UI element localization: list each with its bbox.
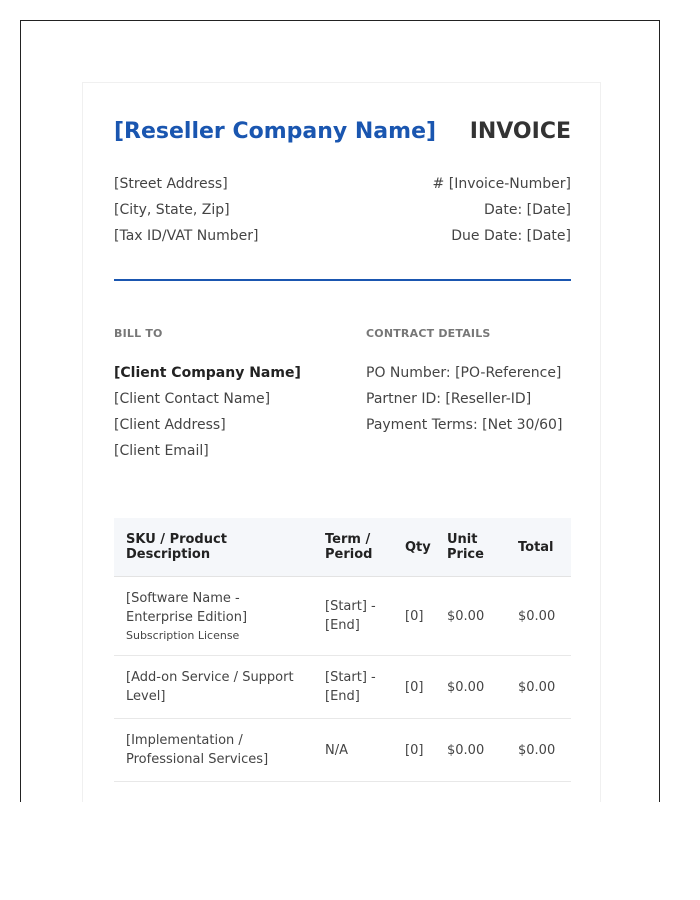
client-address: [Client Address] [114, 417, 226, 433]
bill-to-block [114, 360, 301, 464]
client-company-name: [Client Company Name] [114, 365, 301, 381]
po-number: PO Number: [PO-Reference] [366, 365, 562, 381]
col-header-unit-price: Unit Price [439, 518, 510, 577]
line-items-table [114, 518, 571, 782]
bill-to-label: BILL TO [114, 327, 163, 340]
item-description-cell [114, 577, 313, 656]
item-total: $0.00 [510, 656, 571, 719]
item-total: $0.00 [510, 719, 571, 782]
col-header-sku: SKU / Product Description [114, 518, 313, 577]
street-address: [Street Address] [114, 176, 228, 192]
due-date: Due Date: [Date] [451, 228, 571, 244]
invoice-meta [433, 171, 571, 249]
partner-id: Partner ID: [Reseller-ID] [366, 391, 532, 407]
invoice-date: Date: [Date] [483, 202, 571, 218]
col-header-term: Term / Period [313, 518, 397, 577]
item-note: Subscription License [126, 628, 240, 642]
invoice-number: # [Invoice-Number] [432, 176, 571, 192]
contract-details-block [366, 360, 562, 438]
item-unit-price: $0.00 [439, 719, 510, 782]
item-term: [Start] - [End] [313, 577, 397, 656]
item-description: [Implementation / Professional Services] [114, 719, 313, 782]
invoice-sheet [82, 82, 601, 802]
page-frame [20, 20, 660, 802]
payment-terms: Payment Terms: [Net 30/60] [366, 417, 563, 433]
table-row [114, 719, 571, 782]
client-contact-name: [Client Contact Name] [114, 391, 271, 407]
header-divider [114, 279, 571, 281]
item-description: [Add-on Service / Support Level] [114, 656, 313, 719]
city-state-zip: [City, State, Zip] [114, 202, 230, 218]
tax-id: [Tax ID/VAT Number] [114, 228, 259, 244]
table-row [114, 656, 571, 719]
item-qty: [0] [397, 656, 439, 719]
item-term: N/A [313, 719, 397, 782]
col-header-qty: Qty [397, 518, 439, 577]
col-header-total: Total [510, 518, 571, 577]
invoice-title: INVOICE [469, 119, 571, 144]
item-unit-price: $0.00 [439, 577, 510, 656]
item-description: [Software Name - Enterprise Edition] [126, 590, 248, 625]
item-qty: [0] [397, 719, 439, 782]
contract-details-label: CONTRACT DETAILS [366, 327, 491, 340]
item-term: [Start] - [End] [313, 656, 397, 719]
item-total: $0.00 [510, 577, 571, 656]
table-header-row [114, 518, 571, 577]
item-qty: [0] [397, 577, 439, 656]
item-unit-price: $0.00 [439, 656, 510, 719]
reseller-address [114, 171, 259, 249]
client-email: [Client Email] [114, 443, 209, 459]
table-row [114, 577, 571, 656]
company-name: [Reseller Company Name] [114, 119, 437, 144]
